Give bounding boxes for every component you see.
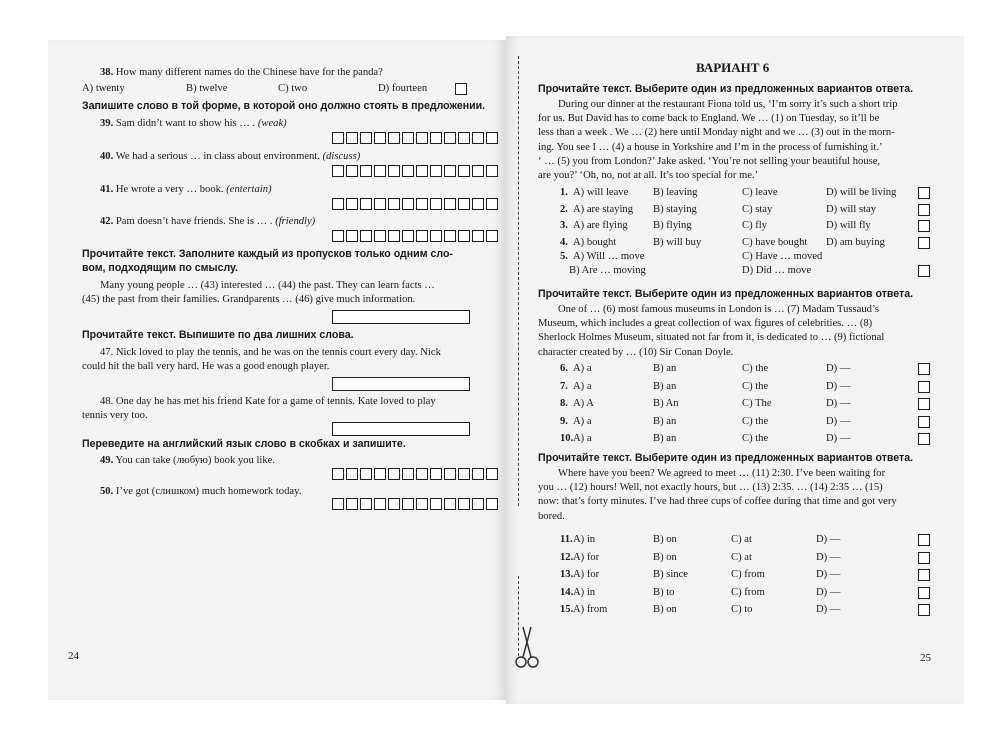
answer-cells-40[interactable] [332, 165, 500, 177]
option-a: A) twenty [82, 83, 125, 94]
question-number: 7. [560, 380, 568, 392]
q5-number: 5. [560, 251, 568, 262]
option-b: B) an [653, 363, 677, 374]
option-c: C) to [731, 604, 753, 615]
option-d: D) — [816, 569, 841, 580]
answer-cells-41[interactable] [332, 198, 500, 210]
option-d: D) fourteen [378, 83, 428, 94]
option-b: B) leaving [653, 187, 698, 198]
instruction-word-form: Запишите слово в той форме, в которой оно должно стоять в предложении. [82, 100, 486, 112]
question-number: 10. [560, 433, 574, 444]
answer-box[interactable] [918, 187, 930, 199]
option-a: A) for [573, 551, 600, 563]
option-b: B) to [653, 586, 675, 598]
question-number: 12. [560, 551, 574, 563]
instruction-choose-3: Прочитайте текст. Выберите один из предложенных вариантов ответа. [538, 452, 914, 464]
text-43-46-line1: Many young people … (43) interested … (44) the past. They can learn facts … [100, 280, 435, 291]
option-d: D) — [826, 415, 851, 427]
option-d: D) — [816, 551, 841, 563]
question-50: 50. I’ve got (слишком) much homework today. [100, 486, 302, 497]
question-number: 6. [560, 363, 568, 374]
question-number: 4. [560, 236, 568, 248]
option-b: B) flying [653, 220, 692, 231]
answer-box[interactable] [918, 416, 930, 428]
option-c: C) two [278, 83, 308, 94]
answer-cells-42[interactable] [332, 230, 500, 242]
answer-box-5[interactable] [918, 265, 930, 277]
answer-cells-39[interactable] [332, 132, 500, 144]
answer-box[interactable] [918, 569, 930, 581]
answer-box[interactable] [918, 604, 930, 616]
instruction-translate: Переведите на английский язык слово в скобках и запишите. [82, 438, 406, 450]
text-11-15: Where have you been? We agreed to meet … (11) 2:30. I’ve been waiting for you … (12) hours! Well, not exactly hours, but … (13) 2:35. … (14) 2:35 … (15) now: that’s forty minutes. I’ve had three cups of coffee during that time and got very bored. [538, 468, 897, 522]
answer-box[interactable] [918, 220, 930, 232]
option-a: A) a [573, 415, 592, 427]
answer-box[interactable] [918, 398, 930, 410]
option-b: B) staying [653, 203, 697, 215]
question-40: 40. We had a serious … in class about environment. (discuss) [100, 151, 361, 162]
option-a: A) are flying [573, 220, 628, 231]
question-number: 15. [560, 604, 574, 615]
answer-field-43-46[interactable] [332, 310, 470, 324]
question-39: 39. Sam didn’t want to show his … . (weak) [100, 118, 287, 129]
q5-option-b: B) Are … moving [569, 265, 646, 276]
answer-field-47[interactable] [332, 377, 470, 391]
question-48-line1: 48. One day he has met his friend Kate for a game of tennis. Kate loved to play [100, 396, 436, 407]
answer-box[interactable] [918, 433, 930, 445]
option-c: C) the [742, 433, 769, 444]
question-49: 49. You can take (любую) book you like. [100, 455, 276, 466]
option-b: B) an [653, 380, 677, 392]
option-d: D) — [826, 398, 851, 409]
option-a: A) a [573, 433, 592, 444]
page-number-left: 24 [68, 650, 79, 662]
option-a: A) in [573, 586, 596, 598]
answer-box[interactable] [918, 363, 930, 375]
option-c: C) at [731, 534, 752, 545]
option-d: D) — [816, 534, 841, 545]
question-38: 38. How many different names do the Chinese have for the panda? [100, 67, 383, 78]
option-d: D) am buying [826, 236, 885, 248]
option-b: B) will buy [653, 236, 702, 248]
option-a: A) will leave [573, 187, 629, 198]
answer-cells-49[interactable] [332, 468, 500, 480]
question-number: 1. [560, 187, 568, 198]
option-b: B) An [653, 398, 679, 409]
answer-box[interactable] [918, 534, 930, 546]
right-page [506, 36, 964, 704]
option-a: A) a [573, 363, 592, 374]
option-b: B) on [653, 534, 677, 545]
question-number: 8. [560, 398, 568, 409]
question-number: 11. [560, 534, 573, 545]
option-a: A) in [573, 534, 596, 545]
question-41: 41. He wrote a very … book. (entertain) [100, 184, 272, 195]
text-1-5: During our dinner at the restaurant Fiona told us, ‘I’m sorry it’s such a short trip for us. But David has to come back to England. We … (1) on Tuesday, so it’ll be less than a week . We … (2) here until Monday night and we … (3) out in the morn- ing. You see I … (4) a house in Yorkshire and I’m in the process of furnishing it.’ ‘ … (5) you from London?’ Jake asked. ‘You’re not selling your beautiful house, are you?’ ‘Oh, no, not at all. It’s too special for me.’ [538, 99, 898, 182]
text-6-10: One of … (6) most famous museums in London is … (7) Madam Tussaud’s Museum, which includes a great collection of wax figures of celebrities. … (8) Sherlock Holmes Museum, situated not far from it, is dedicated to … (9) fictional character created by … (10) Sir Conan Doyle. [538, 304, 885, 358]
option-c: C) leave [742, 187, 778, 198]
q5-option-a: A) Will … move [573, 251, 645, 262]
cut-line [518, 56, 519, 506]
question-number: 2. [560, 203, 568, 215]
option-a: A) A [573, 398, 594, 409]
variant-title: ВАРИАНТ 6 [696, 60, 770, 75]
instruction-fill-gaps: Прочитайте текст. Заполните каждый из пропусков только одним сло- [82, 248, 453, 260]
answer-box-38[interactable] [455, 83, 467, 95]
option-b: B) twelve [186, 83, 228, 94]
option-d: D) will be living [826, 187, 897, 198]
option-c: C) have bought [742, 236, 808, 248]
text-43-46-line2: (45) the past from their families. Grandparents … (46) give much information. [82, 294, 416, 305]
instruction-choose-2: Прочитайте текст. Выберите один из предложенных вариантов ответа. [538, 288, 914, 300]
option-c: C) the [742, 415, 769, 427]
option-b: B) on [653, 604, 677, 615]
option-d: D) will stay [826, 203, 877, 215]
answer-box[interactable] [918, 237, 930, 249]
option-b: B) on [653, 551, 677, 563]
option-c: C) from [731, 569, 765, 580]
option-c: C) from [731, 586, 765, 598]
option-a: A) a [573, 380, 592, 392]
instruction-fill-gaps-2: вом, подходящим по смыслу. [82, 262, 238, 274]
question-number: 14. [560, 586, 574, 598]
option-d: D) — [816, 604, 841, 615]
option-c: C) at [731, 551, 752, 563]
q5-option-c: C) Have … moved [742, 251, 823, 262]
option-d: D) — [826, 380, 851, 392]
question-47-line2: could hit the ball very hard. He was a good enough player. [82, 361, 330, 372]
instruction-extra-words: Прочитайте текст. Выпишите по два лишних слова. [82, 329, 354, 341]
question-48-line2: tennis very too. [82, 410, 148, 421]
option-a: A) for [573, 569, 600, 580]
option-c: C) fly [742, 220, 768, 231]
question-number: 9. [560, 415, 568, 427]
question-number: 13. [560, 569, 574, 580]
question-number: 3. [560, 220, 568, 231]
scissors-icon [514, 624, 540, 670]
option-d: D) — [816, 586, 841, 598]
answer-box[interactable] [918, 381, 930, 393]
question-42: 42. Pam doesn’t have friends. She is … . (friendly) [100, 216, 316, 227]
q5-option-d: D) Did … move [742, 265, 812, 276]
option-d: D) — [826, 363, 851, 374]
option-b: B) since [653, 569, 689, 580]
option-b: B) an [653, 415, 677, 427]
question-47-line1: 47. Nick loved to play the tennis, and he was on the tennis court every day. Nick [100, 347, 441, 358]
answer-field-48[interactable] [332, 422, 470, 436]
option-d: D) — [826, 433, 851, 444]
option-c: C) the [742, 380, 769, 392]
option-c: C) the [742, 363, 769, 374]
instruction-choose-1: Прочитайте текст. Выберите один из предложенных вариантов ответа. [538, 83, 914, 95]
option-c: C) The [742, 398, 772, 409]
answer-box[interactable] [918, 587, 930, 599]
option-a: A) are staying [573, 203, 634, 215]
answer-cells-50[interactable] [332, 498, 500, 510]
option-a: A) from [573, 604, 608, 615]
option-a: A) bought [573, 236, 617, 248]
answer-box[interactable] [918, 552, 930, 564]
page-number-right: 25 [920, 652, 931, 664]
left-page [48, 40, 506, 700]
option-d: D) will fly [826, 220, 871, 231]
option-c: C) stay [742, 203, 773, 215]
answer-box[interactable] [918, 204, 930, 216]
option-b: B) an [653, 433, 677, 444]
